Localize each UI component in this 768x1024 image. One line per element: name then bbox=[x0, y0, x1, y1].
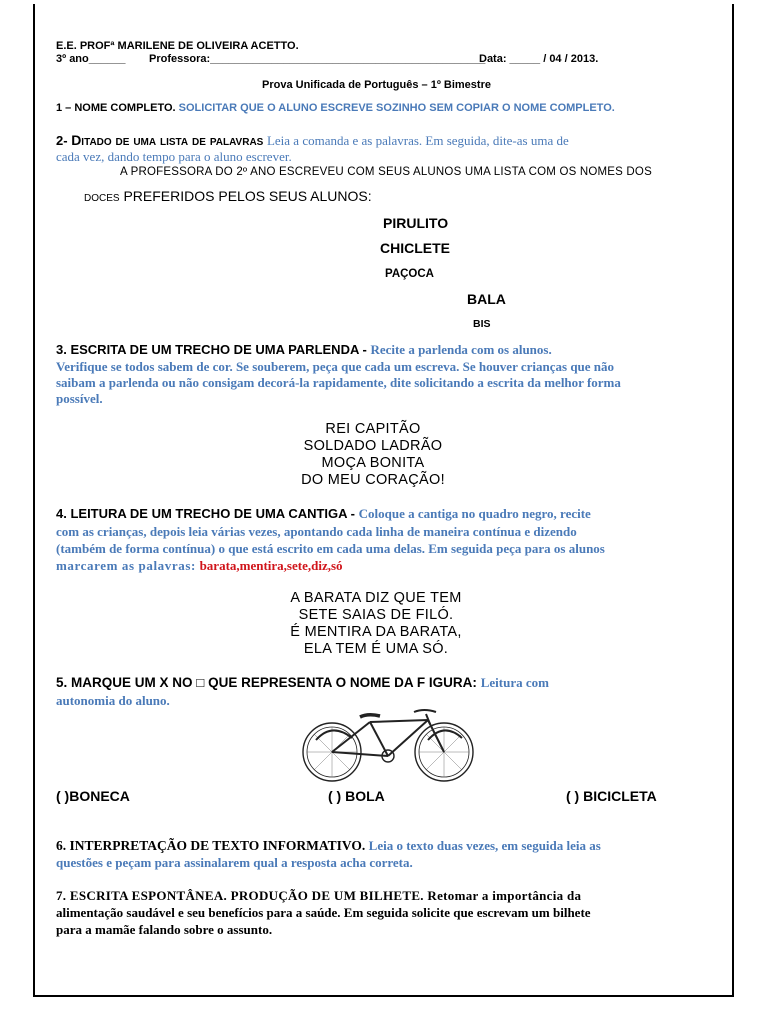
q4-words: barata,mentira,sete,diz,só bbox=[199, 558, 343, 573]
q5-title: 5. MARQUE UM X NO □ QUE REPRESENTA O NOME DA F IGURA: bbox=[56, 675, 477, 690]
cantiga-poem bbox=[266, 590, 486, 658]
q3-instruction-3: saibam a parlenda ou não consigam decorá-la rapidamente, dite solicitando a escrita da melhor forma bbox=[56, 375, 621, 390]
q1-label: 1 – NOME COMPLETO. bbox=[56, 102, 176, 114]
q4-instruction-3: (também de forma contínua) o que está escrito em cada uma delas. Em seguida peça para os alunos bbox=[56, 541, 605, 556]
q2-number: 2- bbox=[56, 133, 68, 148]
q3-instruction-1: Recite a parlenda com os alunos. bbox=[370, 342, 552, 357]
q2-text-1: A PROFESSORA DO 2º ANO ESCREVEU COM SEUS ALUNOS UMA LISTA COM OS NOMES DOS bbox=[120, 166, 652, 178]
word-bala: BALA bbox=[467, 291, 506, 307]
q4-instruction-4-line bbox=[56, 558, 343, 574]
q6-title: 6. INTERPRETAÇÃO DE TEXTO INFORMATIVO. bbox=[56, 838, 366, 853]
q5-instruction-1: Leitura com bbox=[480, 675, 549, 690]
q2-text-2b: PREFERIDOS PELOS SEUS ALUNOS: bbox=[123, 188, 372, 204]
q1-instruction: SOLICITAR QUE O ALUNO ESCREVE SOZINHO SEM COPIAR O NOME COMPLETO. bbox=[178, 102, 615, 114]
question-6-heading bbox=[56, 838, 601, 854]
question-1 bbox=[56, 102, 615, 114]
question-5-heading bbox=[56, 675, 549, 691]
q4-title: 4. LEITURA DE UM TRECHO DE UMA CANTIGA - bbox=[56, 506, 355, 521]
q5-instruction-2: autonomia do aluno. bbox=[56, 693, 170, 708]
date-line: Data: _____ / 04 / 2013. bbox=[479, 53, 599, 65]
q2-instruction-2: cada vez, dando tempo para o aluno escrever. bbox=[56, 149, 292, 164]
bicycle-picture bbox=[296, 704, 482, 786]
q2-instruction-1: Leia a comanda e as palavras. Em seguida, dite-as uma de bbox=[266, 133, 569, 148]
q2-text-2 bbox=[84, 188, 372, 204]
poem-line: REI CAPITÃO bbox=[325, 421, 421, 437]
word-pacoca: PAÇOCA bbox=[385, 268, 434, 280]
poem-line: É MENTIRA DA BARATA, bbox=[290, 624, 462, 640]
poem-line: SETE SAIAS DE FILÓ. bbox=[298, 607, 454, 623]
q7-line-2: alimentação saudável e seu benefícios para a saúde. Em seguida solicite que escrevam um bilhete bbox=[56, 905, 591, 920]
q7-line-1: 7. ESCRITA ESPONTÂNEA. PRODUÇÃO DE UM BILHETE. Retomar a importância da bbox=[56, 888, 582, 903]
poem-line: ELA TEM É UMA SÓ. bbox=[303, 641, 449, 657]
q4-instruction-4: marcarem as palavras: bbox=[56, 558, 196, 573]
question-4-heading bbox=[56, 506, 591, 522]
q7-line-3: para a mamãe falando sobre o assunto. bbox=[56, 922, 273, 937]
q3-title: 3. ESCRITA DE UM TRECHO DE UMA PARLENDA - bbox=[56, 342, 367, 357]
option-bola: ( ) BOLA bbox=[328, 788, 385, 804]
parlenda-poem bbox=[273, 421, 473, 489]
q4-instruction-2: com as crianças, depois leia várias vezes, apontando cada linha de maneira contínua e dizendo bbox=[56, 524, 577, 539]
option-bicicleta: ( ) BICICLETA bbox=[566, 788, 657, 804]
poem-line: SOLDADO LADRÃO bbox=[303, 438, 443, 454]
poem-line: A BARATA DIZ QUE TEM bbox=[290, 590, 462, 606]
school-name: E.E. PROFª MARILENE DE OLIVEIRA ACETTO. bbox=[56, 40, 299, 52]
class-line: 3º ano______ bbox=[56, 53, 126, 65]
q2-text-2a: DOCES bbox=[84, 193, 120, 204]
q2-title: Ditado de uma lista de palavras bbox=[71, 132, 264, 148]
teacher-line: Professora:_____________________________________________ bbox=[149, 53, 486, 65]
word-chiclete: CHICLETE bbox=[380, 240, 450, 256]
exam-title: Prova Unificada de Português – 1º Bimestre bbox=[262, 79, 491, 91]
q6-instruction-1: Leia o texto duas vezes, em seguida leia as bbox=[368, 838, 601, 853]
q4-instruction-1: Coloque a cantiga no quadro negro, recite bbox=[358, 506, 591, 521]
word-bis: BIS bbox=[473, 318, 491, 330]
q3-instruction-2: Verifique se todos sabem de cor. Se souberem, peça que cada um escreva. Se houver crianças que não bbox=[56, 359, 615, 374]
q3-instruction-4: possível. bbox=[56, 391, 103, 406]
option-boneca: ( )BONECA bbox=[56, 788, 130, 804]
question-3-heading bbox=[56, 342, 552, 358]
poem-line: MOÇA BONITA bbox=[321, 455, 425, 471]
q6-instruction-2: questões e peçam para assinalarem qual a resposta acha correta. bbox=[56, 855, 413, 870]
poem-line: DO MEU CORAÇÃO! bbox=[301, 472, 445, 488]
word-pirulito: PIRULITO bbox=[383, 215, 449, 231]
question-2-heading bbox=[56, 132, 569, 149]
